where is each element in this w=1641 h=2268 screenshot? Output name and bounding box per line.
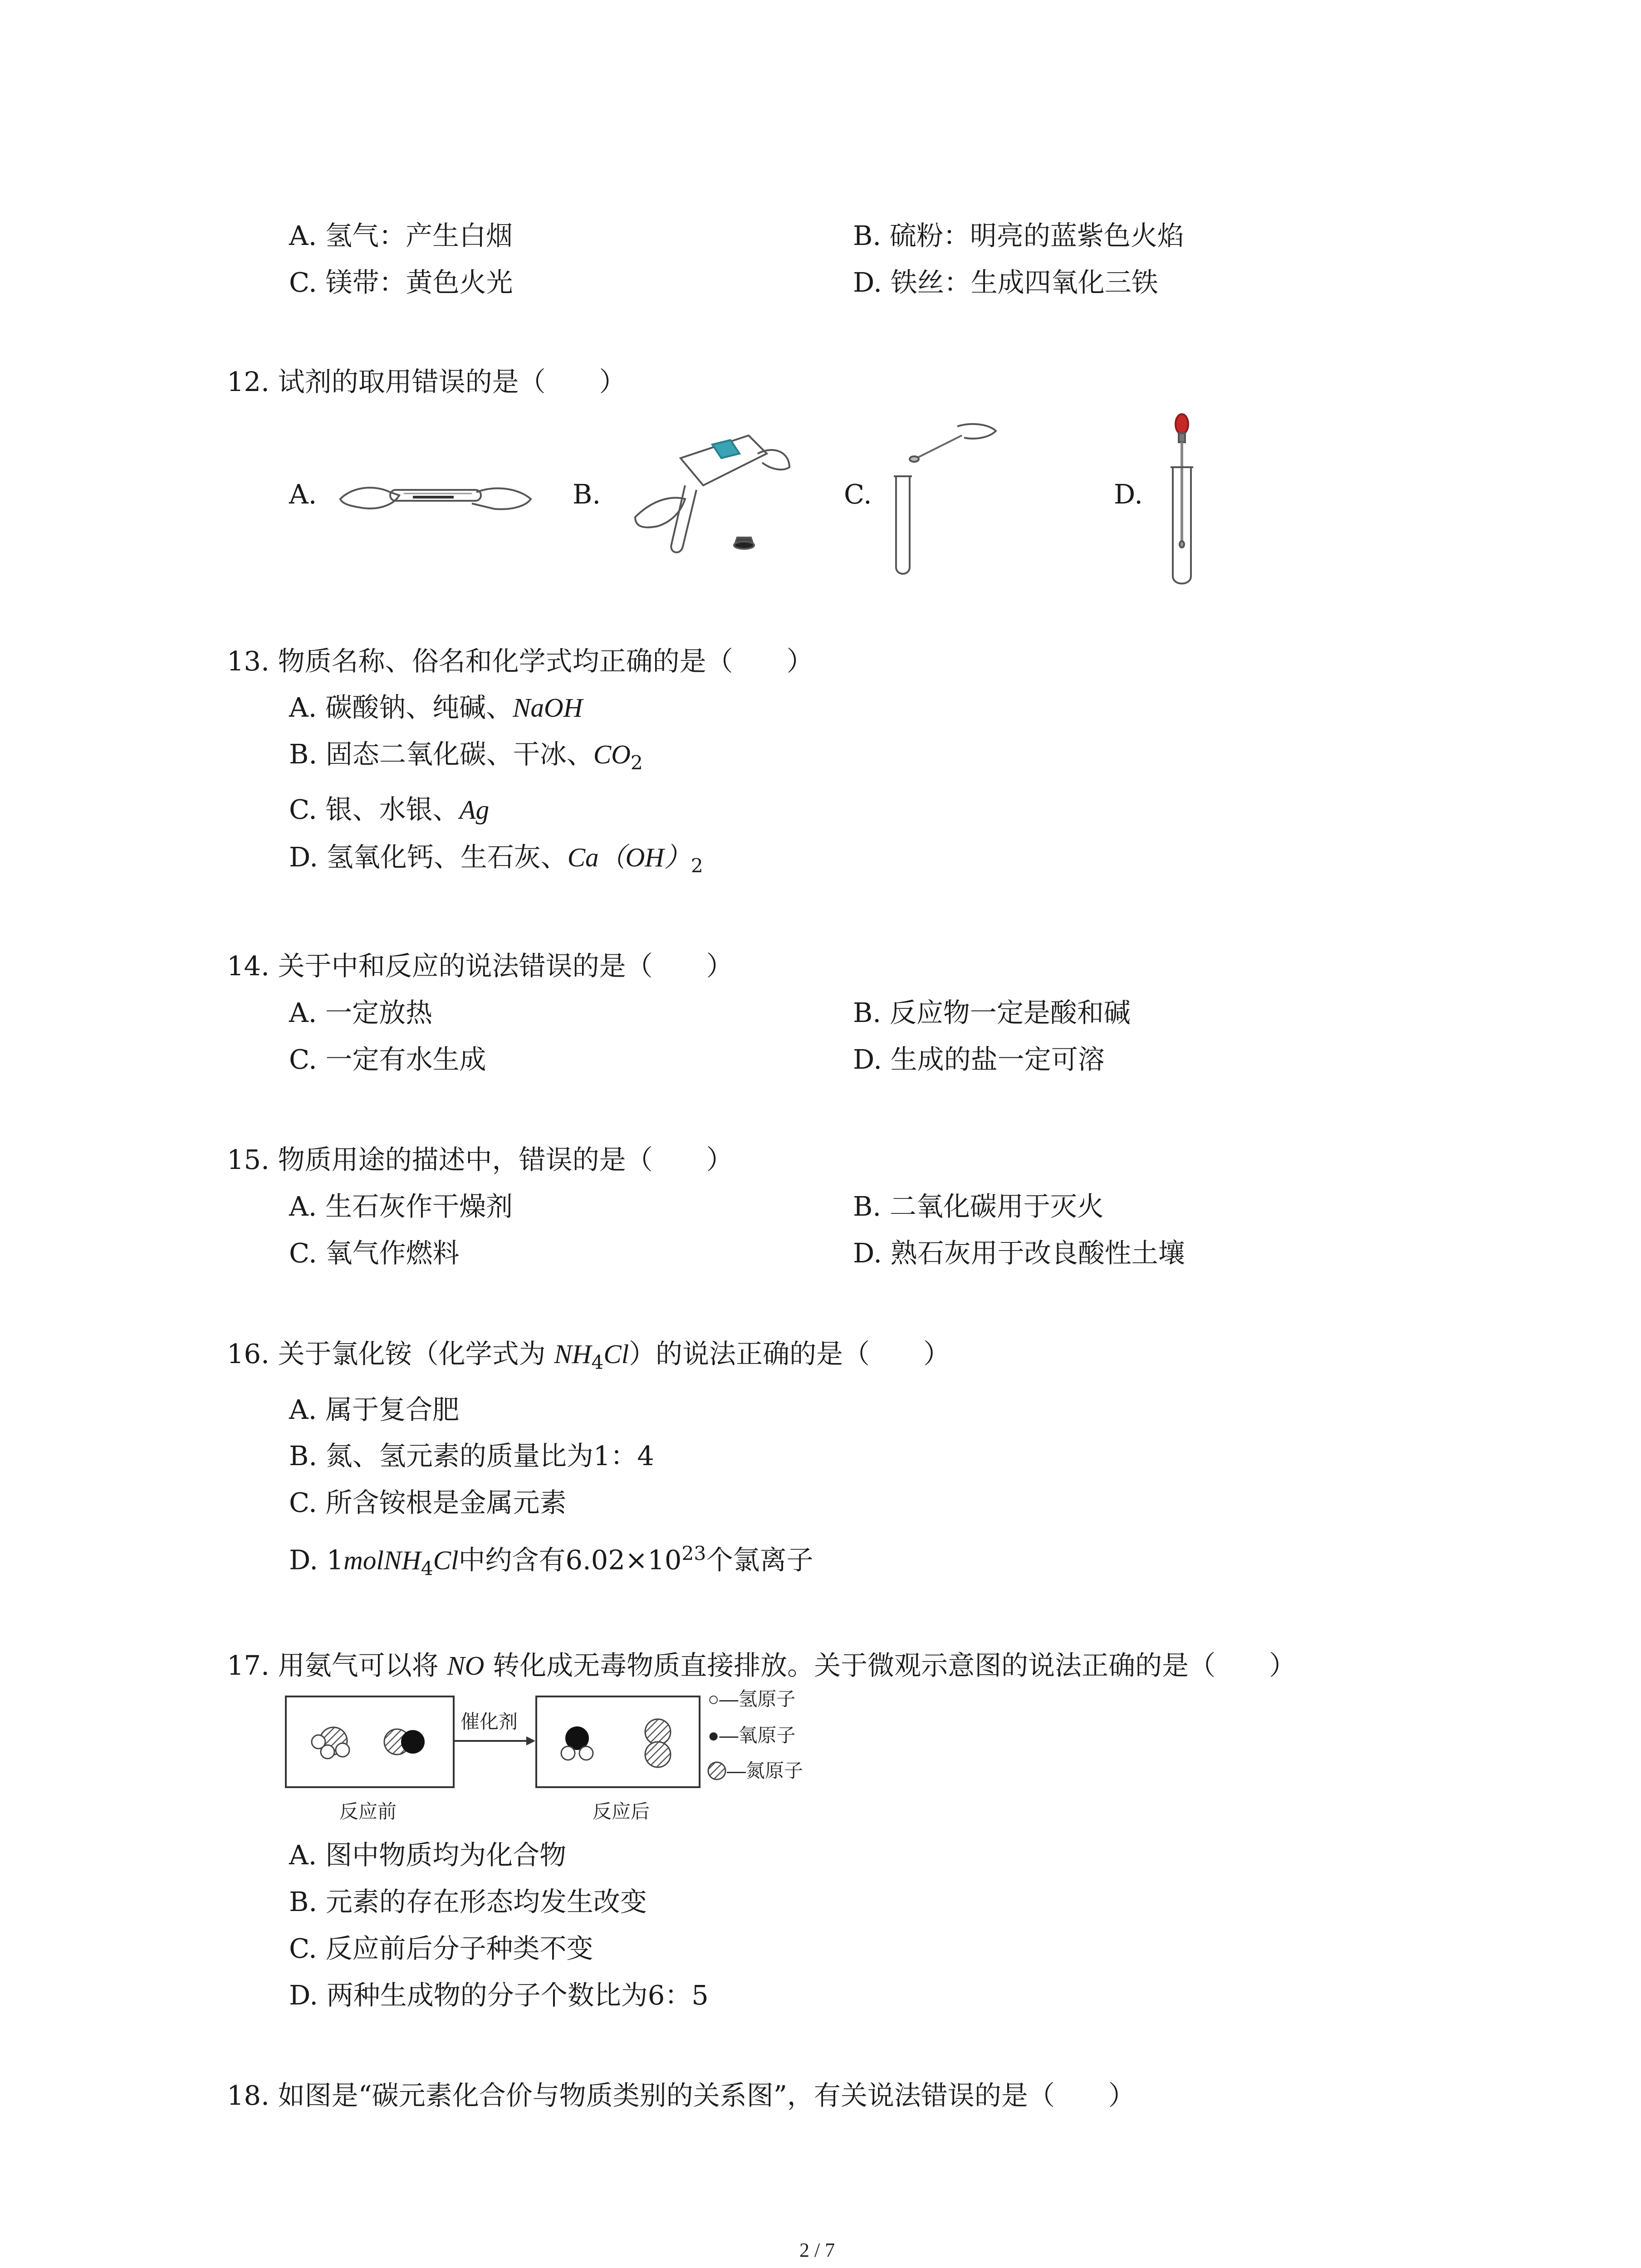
q11-option-b: B. 硫粉：明亮的蓝紫色火焰 [853,220,1184,251]
q13-option-a: A. 碳酸钠、纯碱、NaOH [289,692,583,723]
q18-stem: 18. 如图是“碳元素化合价与物质类别的关系图”，有关说法错误的是（ ） [227,2080,1135,2111]
q12-label-c: C. [844,479,872,510]
q12-image-a [336,467,535,526]
q17-microscopic-diagram [281,1687,826,1833]
q16-stem: 16. 关于氯化铵（化学式为 $NH_4Cl$）的说法正确的是（ ） [227,1338,950,1374]
q17-stem: 17. 用氨气可以将 NO 转化成无毒物质直接排放。关于微观示意图的说法正确的是（ ） [227,1650,1296,1681]
q14-stem: 14. 关于中和反应的说法错误的是（ ） [227,950,733,982]
legend-hydrogen: ○—氢原子 [708,1688,796,1710]
q14-option-d: D. 生成的盐一定可溶 [853,1044,1105,1075]
before-label: 反应前 [339,1801,397,1822]
legend-oxygen: ●—氧原子 [708,1725,796,1746]
q15-stem: 15. 物质用途的描述中，错误的是（ ） [227,1144,733,1175]
after-label: 反应后 [593,1801,650,1822]
q15-option-a: A. 生石灰作干燥剂 [289,1191,513,1222]
q12-label-a: A. [289,479,317,510]
q16-option-c: C. 所含铵根是金属元素 [289,1487,567,1518]
q12-stem: 12. 试剂的取用错误的是（ ） [227,366,626,397]
q15-option-c: C. 氧气作燃料 [289,1237,460,1269]
q12-label-b: B. [573,479,601,510]
q12-label-d: D. [1114,479,1143,510]
q12-image-b [622,426,794,562]
q14-option-b: B. 反应物一定是酸和碱 [853,997,1131,1028]
q17-option-a: A. 图中物质均为化合物 [289,1839,567,1871]
q15-option-b: B. 二氧化碳用于灭火 [853,1191,1104,1222]
q14-option-a: A. 一定放热 [289,997,433,1028]
q16-option-a: A. 属于复合肥 [289,1394,460,1425]
q17-option-d: D. 两种生成物的分子个数比为6：5 [289,1980,709,2011]
q11-option-c: C. 镁带：黄色火光 [289,267,513,298]
q13-option-d: D. 氢氧化钙、生石灰、$Ca(OH)_2$ [289,841,703,877]
q11-option-a: A. 氢气：产生白烟 [289,220,513,251]
q16-option-b: B. 氮、氢元素的质量比为1：4 [289,1440,654,1471]
q13-option-b: B. 固态二氧化碳、干冰、$CO_2$ [289,738,643,774]
q14-option-c: C. 一定有水生成 [289,1044,486,1075]
q17-option-b: B. 元素的存在形态均发生改变 [289,1886,647,1917]
after-box [536,1696,700,1787]
q17-option-c: C. 反应前后分子种类不变 [289,1933,593,1964]
q12-image-c [889,417,998,581]
q12-image-d [1161,408,1202,590]
nitrogen-legend-icon [708,1762,725,1779]
legend-nitrogen: —氮原子 [727,1760,803,1781]
q13-stem: 13. 物质名称、俗名和化学式均正确的是（ ） [227,645,813,677]
q15-option-d: D. 熟石灰用于改良酸性土壤 [853,1237,1185,1269]
catalyst-label: 催化剂 [460,1711,518,1732]
q13-option-c: C. 银、水银、Ag [289,794,490,825]
page-number: 2 / 7 [799,2239,835,2261]
q11-option-d: D. 铁丝：生成四氧化三铁 [853,267,1158,298]
q16-option-d: D. 1molNH$_4$Cl中约含有$6.02\times 10^{23}$个氯离子 [289,1543,813,1580]
